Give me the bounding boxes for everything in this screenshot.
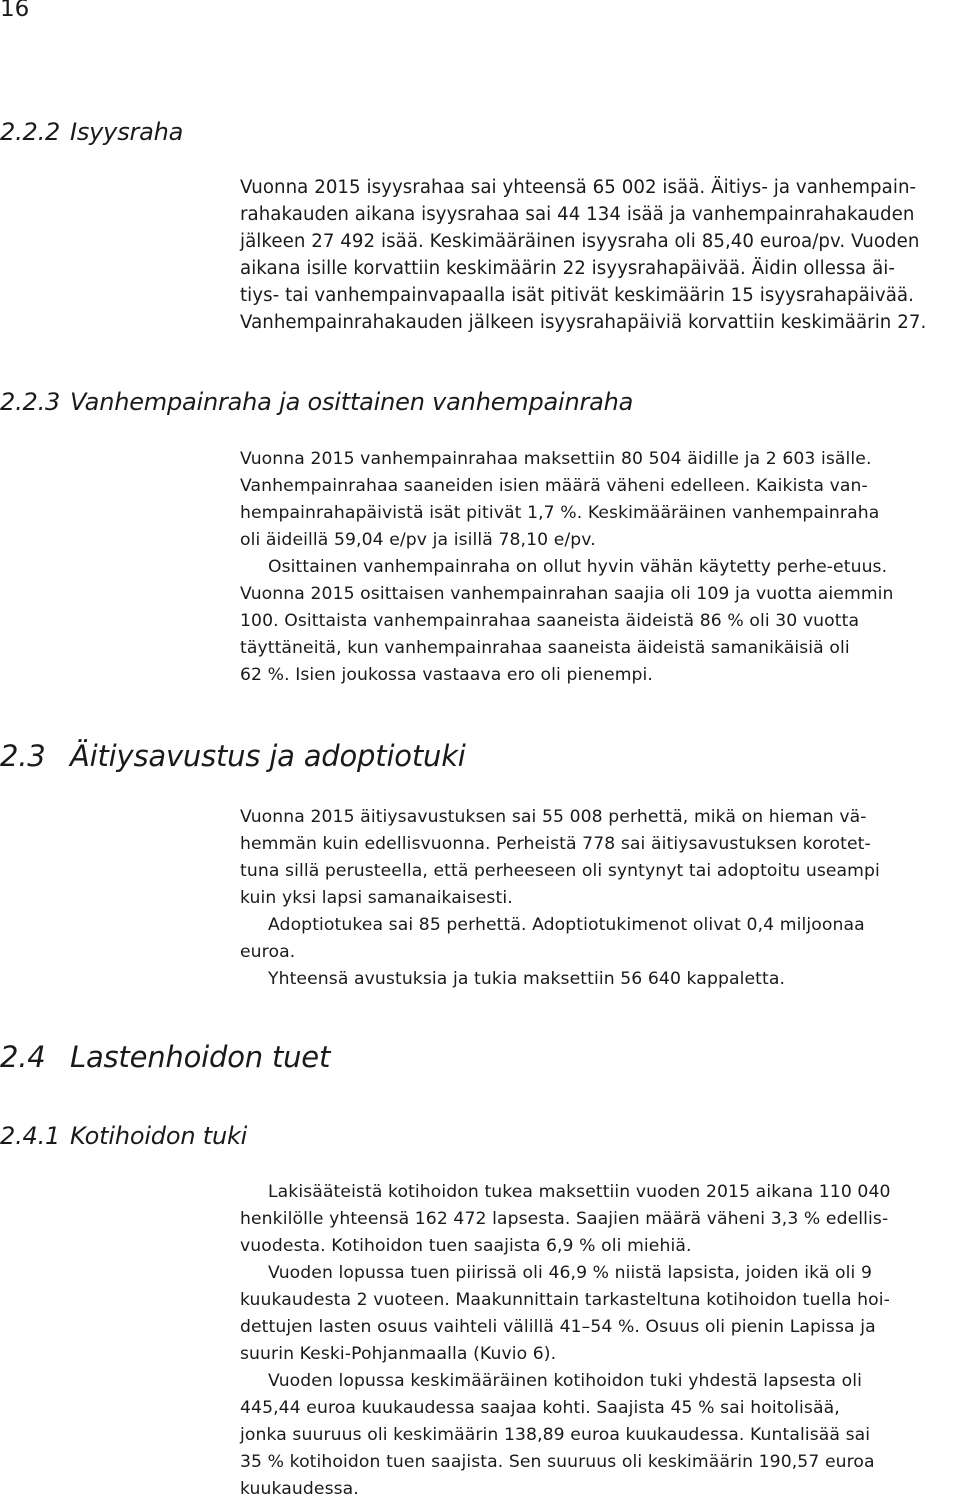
section-number: 2.2.3 [0,388,61,416]
text-line: 445,44 euroa kuukaudessa saajaa kohti. Saajista 45 % sai hoitolisää, [240,1398,840,1418]
text-line: Vuonna 2015 isyysrahaa sai yhteensä 65 002 isää. Äitiys- ja vanhempain- [240,177,917,198]
text-line: tiys- tai vanhempainvapaalla isät pitivät keskimäärin 15 isyysrahapäivää. [240,285,914,306]
text-line: aikana isille korvattiin keskimäärin 22 isyysrahapäivää. Äidin ollessa äi- [240,258,895,279]
text-line: oli äideillä 59,04 e/pv ja isillä 78,10 e/pv. [240,530,596,550]
section-number: 2.3 [0,739,46,773]
section-heading-lastenhoidon-tuet [0,1040,330,1074]
section-title: Kotihoidon tuki [70,1122,248,1150]
text-line: suurin Keski-Pohjanmaalla (Kuvio 6). [240,1344,557,1364]
text-line: Yhteensä avustuksia ja tukia maksettiin 56 640 kappaletta. [268,969,786,989]
text-line: vuodesta. Kotihoidon tuen saajista 6,9 % oli miehiä. [240,1236,692,1256]
section-heading-vanhempainraha [0,388,633,416]
section-title: Äitiysavustus ja adoptiotuki [70,739,466,773]
section-number: 2.4 [0,1040,46,1074]
text-line: henkilölle yhteensä 162 472 lapsesta. Saajien määrä väheni 3,3 % edellis- [240,1209,889,1229]
section-heading-aitiysavustus [0,739,466,773]
vanhempainraha-paragraph [240,446,894,689]
text-line: Vanhempainrahaa saaneiden isien määrä väheni edelleen. Kaikista van- [240,476,868,496]
section-title: Lastenhoidon tuet [70,1040,331,1074]
text-line: Osittainen vanhempainraha on ollut hyvin vähän käytetty perhe-etuus. [268,557,888,577]
text-line: Vanhempainrahakauden jälkeen isyysrahapäiviä korvattiin keskimäärin 27. [240,312,927,333]
text-line: euroa. [240,942,296,962]
text-line: 62 %. Isien joukossa vastaava ero oli pienempi. [240,665,653,685]
text-line: tuna sillä perusteella, että perheeseen oli syntynyt tai adoptoitu useampi [240,861,880,881]
text-line: kuukaudesta 2 vuoteen. Maakunnittain tarkasteltuna kotihoidon tuella hoi- [240,1290,890,1310]
text-line: hempainrahapäivistä isät pitivät 1,7 %. Keskimääräinen vanhempainraha [240,503,880,523]
text-line: rahakauden aikana isyysrahaa sai 44 134 isää ja vanhempainrahakauden [240,204,915,225]
section-title: Isyysraha [70,118,184,146]
text-line: Vuoden lopussa keskimääräinen kotihoidon tuki yhdestä lapsesta oli [268,1371,862,1391]
section-title: Vanhempainraha ja osittainen vanhempainraha [70,388,634,416]
isyysraha-paragraph [240,174,926,336]
text-line: 100. Osittaista vanhempainrahaa saaneista äideistä 86 % oli 30 vuotta [240,611,860,631]
text-line: Vuoden lopussa tuen piirissä oli 46,9 % niistä lapsista, joiden ikä oli 9 [268,1263,872,1283]
text-line: Adoptiotukea sai 85 perhettä. Adoptiotukimenot olivat 0,4 miljoonaa [268,915,865,935]
kotihoidon-tuki-paragraph [240,1179,891,1503]
section-number: 2.2.2 [0,118,61,146]
text-line: kuukaudessa. [240,1479,359,1499]
text-line: Lakisääteistä kotihoidon tukea maksettiin vuoden 2015 aikana 110 040 [268,1182,891,1202]
text-line: jonka suuruus oli keskimäärin 138,89 euroa kuukaudessa. Kuntalisää sai [240,1425,871,1445]
text-line: Vuonna 2015 äitiysavustuksen sai 55 008 perhettä, mikä on hieman vä- [240,807,867,827]
text-line: jälkeen 27 492 isää. Keskimääräinen isyysraha oli 85,40 euroa/pv. Vuoden [240,231,920,252]
text-line: kuin yksi lapsi samanaikaisesti. [240,888,513,908]
section-heading-isyysraha [0,118,183,146]
page-number: 16 [0,0,30,22]
text-line: 35 % kotihoidon tuen saajista. Sen suuruus oli keskimäärin 190,57 euroa [240,1452,875,1472]
text-line: täyttäneitä, kun vanhempainrahaa saaneista äideistä samanikäisiä oli [240,638,850,658]
text-line: dettujen lasten osuus vaihteli välillä 41–54 %. Osuus oli pienin Lapissa ja [240,1317,876,1337]
text-line: hemmän kuin edellisvuonna. Perheistä 778 sai äitiysavustuksen korotet- [240,834,871,854]
text-line: Vuonna 2015 vanhempainrahaa maksettiin 80 504 äidille ja 2 603 isälle. [240,449,872,469]
text-line: Vuonna 2015 osittaisen vanhempainrahan saajia oli 109 ja vuotta aiemmin [240,584,894,604]
section-heading-kotihoidon-tuki [0,1122,247,1150]
section-number: 2.4.1 [0,1122,61,1150]
aitiysavustus-paragraph [240,804,880,993]
